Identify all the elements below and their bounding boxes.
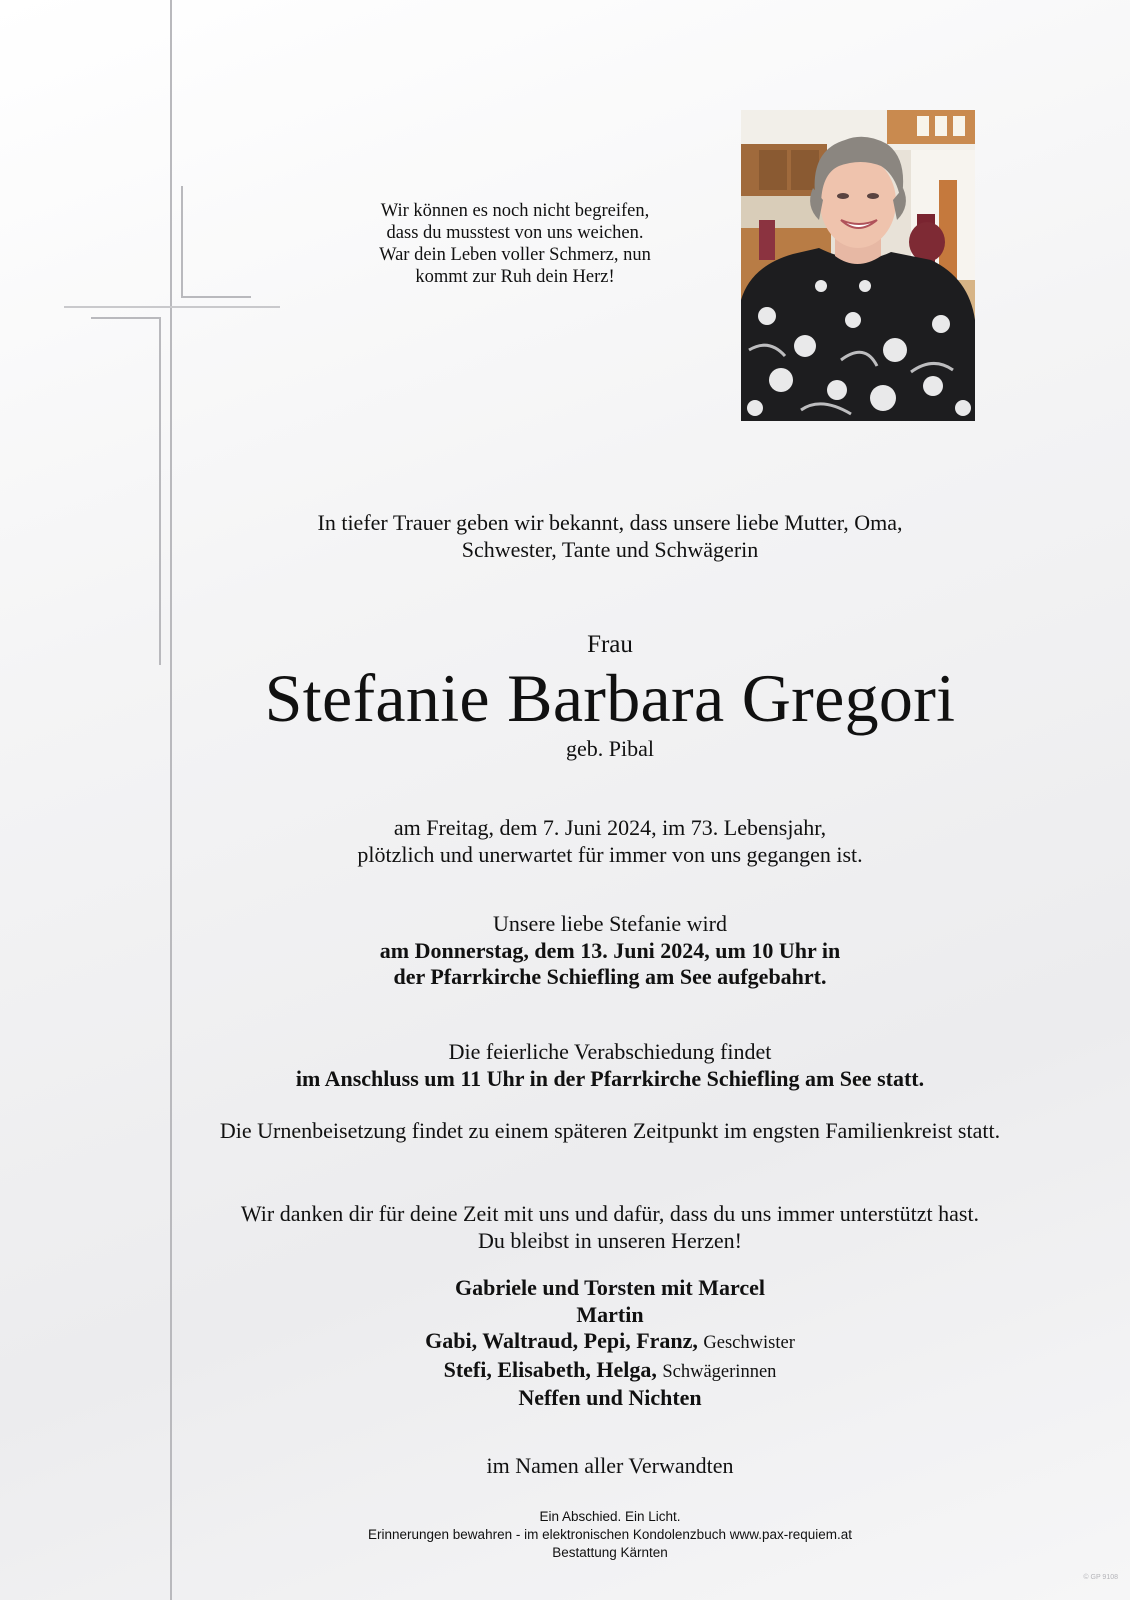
mourner-relation: Geschwister <box>703 1333 795 1353</box>
mourner-entry <box>180 1275 1040 1302</box>
viewing-detail: am Donnerstag, dem 13. Juni 2024, um 10 Uhr in <box>379 937 841 963</box>
closing-text: im Namen aller Verwandten <box>486 1453 734 1478</box>
viewing-info <box>180 911 1040 991</box>
viewing-detail: der Pfarrkirche Schiefling am See aufgebahrt. <box>393 964 827 989</box>
mourner-names: Stefi, Elisabeth, Helga, <box>443 1356 657 1382</box>
mourner-names: Gabi, Waltraud, Pepi, Franz, <box>425 1328 698 1353</box>
deceased-name: Stefanie Barbara Gregori <box>264 660 956 736</box>
mourner-entry <box>180 1385 1040 1412</box>
footer-line: Bestattung Kärnten <box>552 1545 668 1560</box>
mourner-relation: Schwägerinnen <box>662 1361 777 1382</box>
deceased-name-block <box>180 630 1040 762</box>
thanks <box>180 1201 1040 1254</box>
urn-burial-text: Die Urnenbeisetzung findet zu einem späteren Zeitpunkt im engsten Familienkreist statt. <box>219 1118 1001 1143</box>
viewing-intro: Unsere liebe Stefanie wird <box>493 911 727 936</box>
mourner-names: Martin <box>576 1301 644 1327</box>
footer-line: Erinnerungen bewahren - im elektronischen Kondolenzbuch www.pax-requiem.at <box>367 1527 853 1542</box>
mourner-entry <box>180 1328 1040 1357</box>
death-notice-line: plötzlich und unerwartet für immer von uns gegangen ist. <box>357 841 863 867</box>
footer <box>180 1508 1040 1562</box>
closing <box>180 1453 1040 1480</box>
verse-line: kommt zur Ruh dein Herz! <box>415 267 615 287</box>
verse-line: dass du musstest von uns weichen. <box>386 223 644 243</box>
farewell-intro: Die feierliche Verabschiedung findet <box>448 1039 772 1064</box>
announcement-line: Schwester, Tante und Schwägerin <box>461 536 759 562</box>
thanks-line: Wir danken dir für deine Zeit mit uns und dafür, dass du uns immer unterstützt hast. <box>240 1201 980 1226</box>
farewell-info <box>180 1039 1040 1092</box>
copyright-mark: © GP 9108 <box>1083 1574 1118 1581</box>
mourner-entry <box>180 1357 1040 1386</box>
urn-burial-info <box>180 1118 1040 1145</box>
thanks-line: Du bleibst in unseren Herzen! <box>478 1227 742 1253</box>
death-notice <box>180 815 1040 868</box>
mourner-entry <box>180 1302 1040 1329</box>
verse-line: Wir können es noch nicht begreifen, <box>380 201 650 221</box>
mourner-names: Neffen und Nichten <box>518 1385 702 1410</box>
mourner-names: Gabriele und Torsten mit Marcel <box>454 1275 766 1300</box>
memorial-verse <box>340 200 690 288</box>
footer-line: Ein Abschied. Ein Licht. <box>539 1509 681 1524</box>
farewell-detail: im Anschluss um 11 Uhr in der Pfarrkirche Schiefling am See statt. <box>295 1065 925 1091</box>
death-notice-line: am Freitag, dem 7. Juni 2024, im 73. Lebensjahr, <box>393 815 827 840</box>
portrait-photo <box>741 110 975 421</box>
birth-name: geb. Pibal <box>566 736 654 761</box>
verse-line: War dein Leben voller Schmerz, nun <box>379 245 651 265</box>
mourners-list <box>180 1275 1040 1412</box>
announcement-line: In tiefer Trauer geben wir bekannt, dass unsere liebe Mutter, Oma, <box>317 510 903 535</box>
announcement <box>180 510 1040 563</box>
salutation: Frau <box>587 631 633 658</box>
